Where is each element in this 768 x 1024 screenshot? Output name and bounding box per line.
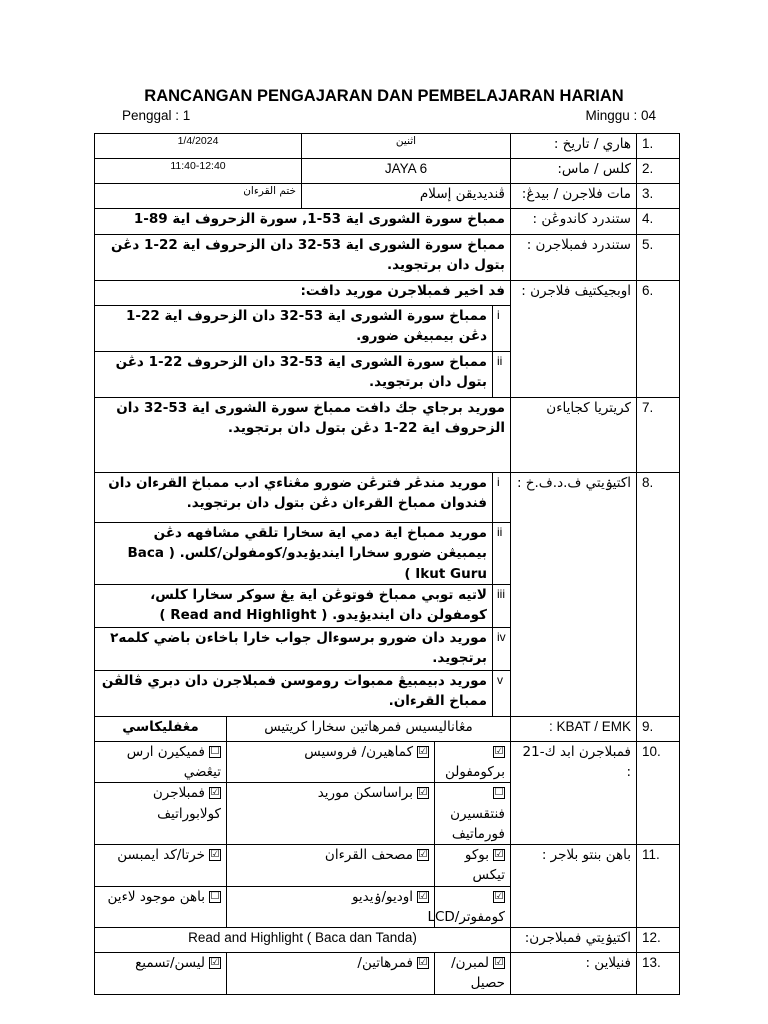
row-21st-century — [95, 741, 680, 783]
field-value: ختم القرءان — [95, 184, 302, 209]
row-number: 9. — [637, 716, 680, 741]
learning-activity-text: Read and Highlight ( Baca dan Tanda) — [95, 928, 511, 953]
checkbox[interactable]: ☐ — [210, 890, 220, 902]
option-label: خرتا/كد ايمبسن — [117, 847, 205, 863]
row-number: 5. — [637, 235, 680, 281]
row-assessment — [95, 953, 680, 995]
objective-text: ممباخ سورة الشورى اية 53-32 دان الزحروف اية 22-1 دڠن بيمبيڠن ضورو. — [95, 306, 493, 352]
row-number: 4. — [637, 209, 680, 235]
checkbox[interactable]: ☑ — [418, 787, 428, 799]
option-cell — [227, 953, 435, 995]
success-criteria-text: موريد برجاي جك دافت ممباخ سورة الشورى اية 53-32 دان الزحروف اية 22-1 دڠن بتول دان برتجويد. — [95, 398, 511, 473]
content-standard-text: ممباخ سورة الشورى اية 53-1, سورة الزحروف اية 89-1 — [95, 209, 511, 235]
century-label: فمبلاجرن ابد ك-21 : — [511, 741, 637, 844]
activity-item — [95, 473, 680, 523]
checkbox[interactable]: ☑ — [210, 787, 220, 799]
subject-label: مات فلاجرن / بيدڠ: — [511, 184, 637, 209]
page-title: RANCANGAN PENGAJARAN DAN PEMBELAJARAN HARIAN — [144, 87, 624, 105]
item-marker: ii — [493, 523, 511, 585]
option-cell — [435, 783, 511, 845]
activity-text: موريد مندڠر فترڠن ضورو مڠناءي ادب ممباخ القرءان دان فندوان ممباخ القرءان دڠن بتول دان برتجويد. — [95, 473, 493, 523]
content-standard-label: ستندرد كاندوڠن : — [511, 209, 637, 235]
week-label: Minggu : 04 — [585, 108, 656, 123]
option-cell — [227, 741, 435, 783]
option-label: مصحف القرءان — [324, 847, 413, 863]
option-cell — [95, 741, 227, 783]
activity-text: لاتيه توبي ممباخ فوتوڠن اية يڠ سوكر سخارا كلس، كومفولن دان اينديۏيدو. ( Read and Highlight ) — [95, 584, 493, 627]
row-date — [95, 134, 680, 159]
activity-text: موريد دبيمبيڠ ممبوات روموسن فمبلاجرن دان دبري ڤالڤن ممباخ القرءان. — [95, 670, 493, 716]
checkbox[interactable]: ☐ — [210, 745, 220, 757]
checkbox[interactable]: ☑ — [418, 745, 428, 757]
activity-text: موريد ممباخ اية دمي اية سخارا تلقي مشافهه دڠن بيمبيڠن ضورو سخارا اينديۏيدو/كومفولن/كلس. ( Baca Ikut Guru ) — [95, 523, 493, 585]
row-number: 13. — [637, 953, 680, 995]
option-label: اوديو/ۏيديو — [351, 888, 413, 905]
row-number: 7. — [637, 398, 680, 473]
learning-activity-label: اكتيۏيتي فمبلاجرن: — [511, 928, 637, 953]
option-label: ليسن/تسميع — [135, 955, 205, 971]
date-value: 1/4/2024 — [95, 134, 302, 159]
row-learning-standard — [95, 235, 680, 281]
checkbox[interactable]: ☑ — [494, 890, 504, 902]
option-label: فنتقسيرن فورماتيف — [450, 805, 505, 842]
learning-standard-text: ممباخ سورة الشورى اية 53-32 دان الزحروف اية 22-1 دڠن بتول دان برتجويد. — [95, 235, 511, 281]
option-cell — [435, 741, 511, 783]
checkbox[interactable]: ☑ — [210, 957, 220, 968]
option-cell — [95, 953, 227, 995]
checkbox[interactable]: ☑ — [210, 849, 220, 860]
item-marker: ii — [493, 352, 511, 398]
kbat-label: KBAT / EMK : — [511, 716, 637, 741]
date-label: هاري / تاريخ : — [511, 134, 637, 159]
kbat-apply: مڠفليكاسي — [95, 716, 227, 741]
option-cell — [95, 886, 227, 928]
row-class — [95, 159, 680, 184]
row-subject — [95, 184, 680, 209]
checkbox[interactable]: ☑ — [418, 849, 428, 860]
option-label: كماهيرن/ فروسيس — [304, 743, 413, 760]
option-cell — [227, 886, 435, 928]
row-number: 11. — [637, 845, 680, 928]
checkbox[interactable]: ☑ — [494, 849, 504, 860]
activity-label: اكتيۏيتي ف.د.ف.خ : — [511, 473, 637, 717]
time-value: 11:40-12:40 — [95, 159, 302, 184]
row-number: 10. — [637, 741, 680, 844]
option-label: بركومفولن — [444, 764, 505, 780]
row-content-standard — [95, 209, 680, 235]
option-label: بوكو تيكس — [464, 847, 505, 884]
item-marker: iii — [493, 584, 511, 627]
subject-value: ڤنديديقن إسلام — [302, 184, 511, 209]
assessment-label: فنيلاين : — [511, 953, 637, 995]
option-cell — [435, 953, 511, 995]
materials-label: باهن بنتو بلاجر : — [511, 845, 637, 928]
success-criteria-label: كريتريا كجاياءن — [511, 398, 637, 473]
option-cell — [227, 783, 435, 845]
class-label: كلس / ماس: — [511, 159, 637, 184]
activity-text: موريد دان ضورو برسوءال جواب خارا باخاءن باضي كلمه٢ برتجويد. — [95, 627, 493, 670]
objective-intro: فد اخير فمبلاجرن موريد دافت: — [95, 281, 511, 306]
checkbox[interactable]: ☐ — [494, 787, 504, 799]
row-number: 6. — [637, 281, 680, 398]
lesson-plan-table — [94, 133, 680, 995]
objective-text: ممباخ سورة الشورى اية 53-32 دان الزحروف 22-1 دڠن بتول دان برتجويد. — [95, 352, 493, 398]
option-label: باهن موجود لاءين — [107, 888, 205, 905]
option-cell — [435, 845, 511, 887]
row-number: 3. — [637, 184, 680, 209]
option-cell — [227, 845, 435, 887]
row-success-criteria — [95, 398, 680, 473]
row-number: 12. — [637, 928, 680, 953]
option-label: فمرهاتين/ — [357, 955, 413, 971]
option-label: لمبرن/حصيل — [451, 955, 505, 992]
row-number: 8. — [637, 473, 680, 717]
learning-standard-label: ستندرد فمبلاجرن : — [511, 235, 637, 281]
option-label: فميكيرن ارس تيڠضي — [126, 743, 221, 780]
kbat-analyse: مڠاناليسيس فمرهاتين سخارا كريتيس — [227, 716, 511, 741]
item-marker: iv — [493, 627, 511, 670]
checkbox[interactable]: ☑ — [418, 957, 428, 968]
day-value: اثنين — [302, 134, 511, 159]
option-cell — [95, 783, 227, 845]
item-marker: i — [493, 473, 511, 523]
option-label: كومفوتر/LCD — [427, 908, 505, 925]
item-marker: i — [493, 306, 511, 352]
row-learning-activity — [95, 928, 680, 953]
option-label: براساسكن موريد — [317, 785, 413, 802]
term-label: Penggal : 1 — [122, 108, 191, 123]
option-label: فمبلاجرن كولابوراتيف — [152, 785, 221, 822]
class-value: JAYA 6 — [302, 159, 511, 184]
row-number: 1. — [637, 134, 680, 159]
item-marker: v — [493, 670, 511, 716]
row-kbat — [95, 716, 680, 741]
checkbox[interactable]: ☑ — [418, 890, 428, 902]
checkbox[interactable]: ☑ — [494, 745, 504, 757]
checkbox[interactable]: ☑ — [494, 957, 504, 968]
option-cell — [95, 845, 227, 887]
row-materials — [95, 845, 680, 887]
objective-label: اوبجيكتيف فلاجرن : — [511, 281, 637, 398]
row-objective — [95, 281, 680, 306]
row-number: 2. — [637, 159, 680, 184]
option-cell — [427, 886, 511, 928]
